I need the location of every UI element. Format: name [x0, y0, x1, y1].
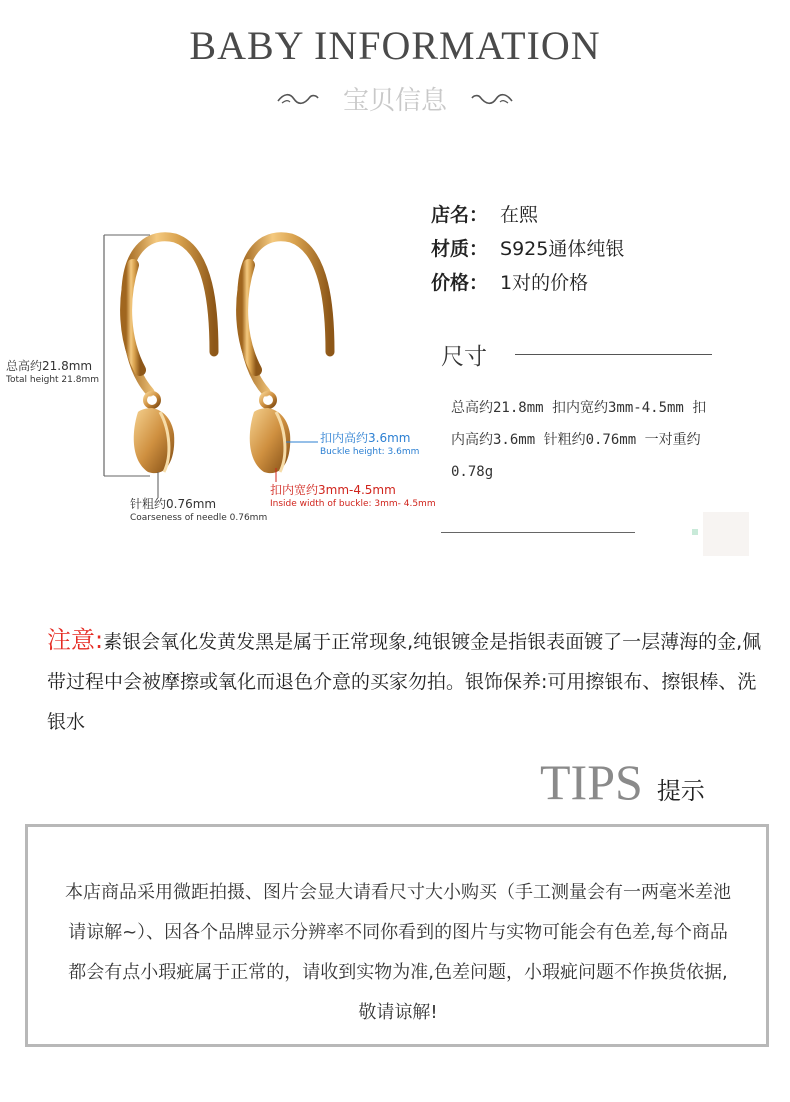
earring-left — [126, 237, 214, 473]
size-title: 尺寸 — [441, 344, 487, 370]
info-row-material — [431, 232, 624, 266]
buckle-width-en: Inside width of buckle: 3mm- 4.5mm — [270, 499, 436, 509]
tips-body: 本店商品采用微距拍摄、图片会显大请看尺寸大小购买（手工测量会有一两毫米差池请谅解~）、因各个品牌显示分辨率不同你看到的图片与实物可能会有色差,每个商品都会有点小瑕疵属于正常的，请收到实物为准,色差问题，小瑕疵问题不作换货依据,敬请谅解! — [65, 882, 731, 1023]
earring-right — [242, 237, 330, 473]
buckle-height-label — [320, 430, 419, 458]
info-value: S925通体纯银 — [500, 238, 625, 260]
size-description: 总高约21.8mm 扣内宽约3mm-4.5mm 扣内高约3.6mm 针粗约0.76mm 一对重约0.78g — [451, 400, 707, 480]
tips-title-zh: 提示 — [656, 777, 705, 805]
decor-dot — [692, 529, 698, 535]
needle-label — [130, 496, 267, 524]
info-row-shop — [431, 198, 624, 232]
info-key: 价格： — [431, 272, 489, 294]
notice-text: 素银会氧化发黄发黑是属于正常现象,纯银镀金是指银表面镀了一层薄海的金,佩带过程中会被摩擦或氧化而退色介意的买家勿拍。银饰保养:可用擦银布、擦银棒、洗银水 — [47, 631, 762, 733]
info-value: 1对的价格 — [500, 272, 589, 294]
needle-en: Coarseness of needle 0.76mm — [130, 513, 268, 523]
buckle-width-label — [270, 482, 436, 510]
info-row-price — [431, 266, 624, 300]
left-swirl-icon — [276, 91, 320, 107]
buckle-height-en: Buckle height: 3.6mm — [320, 447, 420, 457]
size-divider — [515, 354, 712, 355]
page-heading: BABY INFORMATION — [189, 23, 601, 68]
size-bottom-divider — [441, 532, 635, 533]
info-key: 店名： — [431, 204, 489, 226]
total-height-cn: 总高约21.8mm — [6, 359, 93, 373]
info-value: 在熙 — [500, 204, 539, 226]
buckle-height-cn: 扣内高约3.6mm — [320, 431, 411, 445]
care-notice — [47, 620, 763, 742]
tips-box — [25, 824, 769, 1047]
buckle-width-cn: 扣内宽约3mm-4.5mm — [270, 483, 396, 497]
info-key: 材质： — [431, 238, 489, 260]
notice-label: 注意: — [47, 626, 104, 654]
product-info — [431, 198, 624, 300]
subheading-text: 宝贝信息 — [342, 86, 447, 116]
tips-title-en: TIPS — [540, 754, 643, 810]
decor-swatch — [703, 512, 749, 556]
total-height-label — [6, 359, 99, 387]
total-height-en: Total height 21.8mm — [6, 375, 100, 385]
page-subheading — [0, 80, 790, 117]
tips-heading — [540, 753, 705, 811]
right-swirl-icon — [470, 91, 514, 107]
needle-cn: 针粗约0.76mm — [130, 497, 217, 511]
